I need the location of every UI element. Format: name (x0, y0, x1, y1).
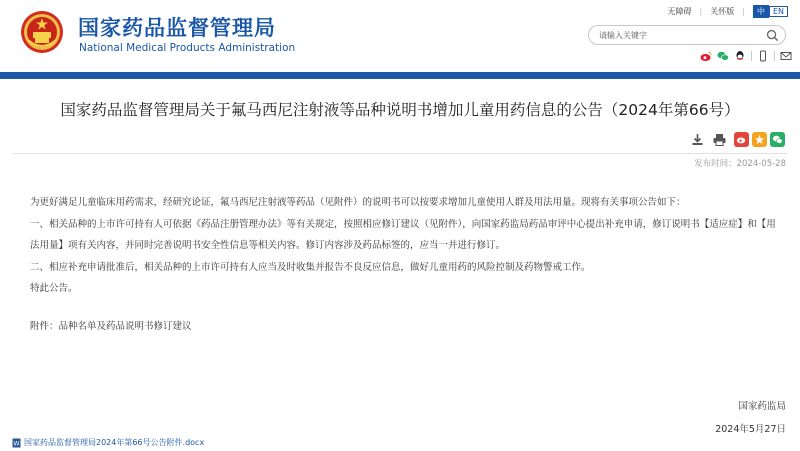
share-weibo-icon[interactable] (734, 132, 749, 147)
top-links (668, 4, 788, 18)
link-separator: | (699, 6, 703, 16)
article-body (30, 192, 782, 300)
svg-text:W: W (13, 440, 20, 447)
publish-date: 发布时间：2024-05-28 (694, 159, 786, 169)
share-tools (734, 132, 785, 147)
article-paragraph: 一、相关品种的上市许可持有人可依据《药品注册管理办法》等有关规定，按照相应修订建议（见附件），向国家药监局药品审评中心提出补充申请，修订说明书【适应症】和【用法用量】项有关内容，并同时完善说明书安全性信息等相关内容。修订内容涉及药品标签的，应当一并进行修订。 (30, 218, 776, 251)
care-mode-link[interactable]: 关怀版 (710, 6, 735, 16)
accessibility-link[interactable]: 无障碍 (667, 6, 692, 16)
mobile-icon[interactable] (757, 50, 769, 62)
title-divider (12, 153, 788, 154)
search-icon[interactable] (766, 29, 779, 42)
search-input[interactable] (599, 28, 759, 42)
lang-cn-button[interactable]: 中 (753, 5, 769, 18)
signature-date: 2024年5月27日 (715, 424, 786, 435)
article-tools (690, 132, 727, 147)
language-switch (753, 5, 788, 18)
social-separator (751, 51, 752, 61)
download-icon[interactable] (690, 132, 705, 147)
lang-en-button[interactable]: EN (769, 6, 788, 17)
attachment-note: 附件：品种名单及药品说明书修订建议 (30, 321, 192, 332)
share-wechat-icon[interactable] (770, 132, 785, 147)
article-title: 国家药品监督管理局关于氟马西尼注射液等品种说明书增加儿童用药信息的公告（2024年第66号） (60, 101, 740, 119)
national-emblem-icon[interactable] (20, 10, 64, 54)
social-links (700, 50, 792, 62)
article-paragraph: 为更好满足儿童临床用药需求，经研究论证，氟马西尼注射液等药品（见附件）的说明书可以按要求增加儿童使用人群及用法用量。现将有关事项公告如下： (30, 197, 686, 208)
signature-org: 国家药监局 (738, 401, 786, 412)
search-box (588, 25, 786, 45)
qq-icon[interactable] (734, 50, 746, 62)
site-header (0, 0, 800, 72)
site-title-en[interactable]: National Medical Products Administration (79, 42, 296, 54)
email-icon[interactable] (780, 50, 792, 62)
attachment-file-name[interactable]: 国家药品监督管理局2024年第66号公告附件.docx (24, 438, 205, 447)
article-paragraph: 特此公告。 (30, 283, 78, 294)
wechat-icon[interactable] (717, 50, 729, 62)
link-separator: | (742, 6, 745, 16)
article-paragraph: 二、相应补充申请批准后，相关品种的上市许可持有人应当及时收集并报告不良反应信息，做好儿童用药的风险控制及药物警戒工作。 (30, 261, 591, 273)
print-icon[interactable] (712, 132, 727, 147)
header-blue-band (0, 72, 800, 79)
social-separator (774, 51, 775, 61)
attachment-file-link[interactable] (12, 437, 204, 448)
word-file-icon (12, 438, 21, 448)
site-title-cn[interactable]: 国家药品监督管理局 (78, 16, 276, 40)
share-qzone-icon[interactable] (752, 132, 767, 147)
weibo-icon[interactable] (700, 50, 712, 62)
